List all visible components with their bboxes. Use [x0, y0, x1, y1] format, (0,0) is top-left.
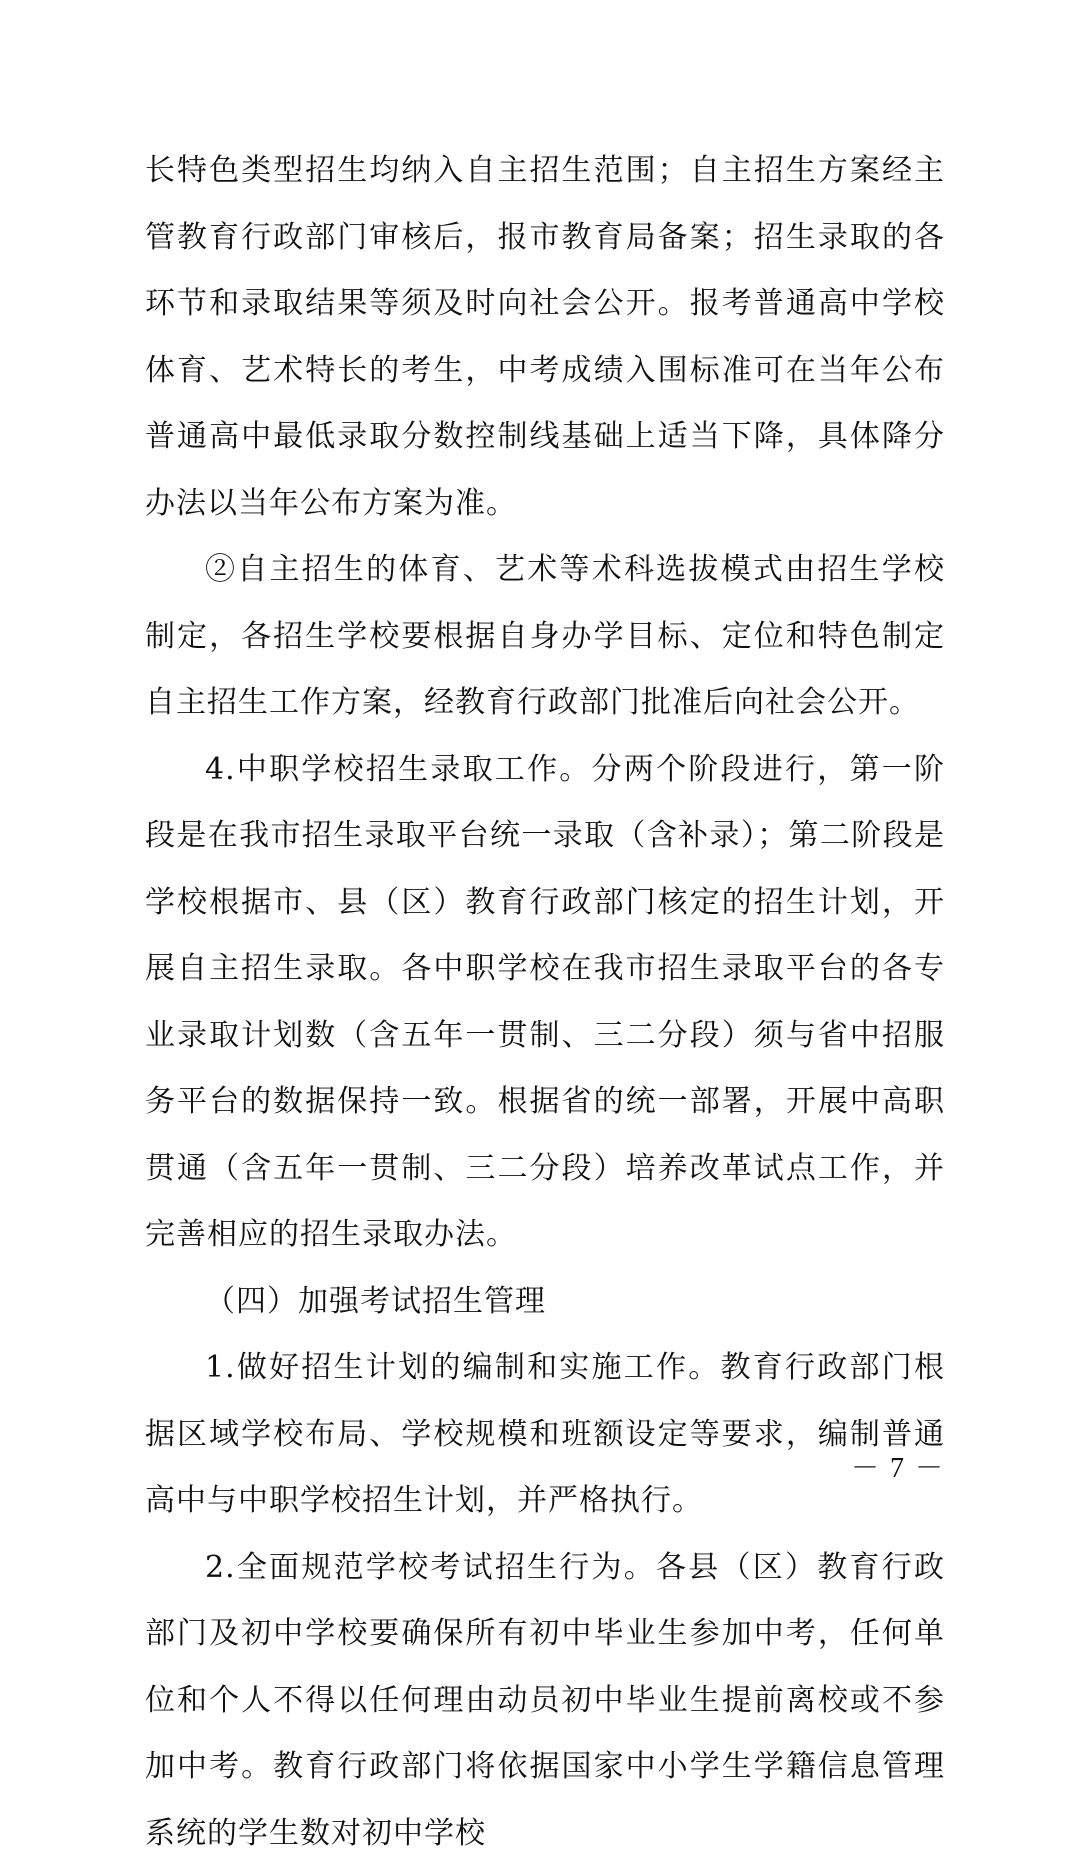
paragraph-continuation: 长特色类型招生均纳入自主招生范围；自主招生方案经主管教育行政部门审核后，报市教育局备案；招生录取的各环节和录取结果等须及时向社会公开。报考普通高中学校体育、艺术特长的考生，中考成绩入围标准可在当年公布普通高中最低录取分数控制线基础上适当下降，具体降分办法以当年公布方案为准。 [145, 138, 945, 537]
section-heading: （四）加强考试招生管理 [145, 1269, 945, 1336]
paragraph-self-enrollment-selection: ②自主招生的体育、艺术等术科选拔模式由招生学校制定，各招生学校要根据自身办学目标、定位和特色制定自主招生工作方案，经教育行政部门批准后向社会公开。 [145, 537, 945, 737]
page-number: － 7 － [851, 1446, 945, 1486]
document-page [145, 138, 945, 1867]
paragraph-vocational-admission: 4.中职学校招生录取工作。分两个阶段进行，第一阶段是在我市招生录取平台统一录取（含补录）；第二阶段是学校根据市、县（区）教育行政部门核定的招生计划，开展自主招生录取。各中职学校在我市招生录取平台的各专业录取计划数（含五年一贯制、三二分段）须与省中招服务平台的数据保持一致。根据省的统一部署，开展中高职贯通（含五年一贯制、三二分段）培养改革试点工作，并完善相应的招生录取办法。 [145, 737, 945, 1269]
paragraph-standardize-enrollment: 2.全面规范学校考试招生行为。各县（区）教育行政部门及初中学校要确保所有初中毕业生参加中考，任何单位和个人不得以任何理由动员初中毕业生提前离校或不参加中考。教育行政部门将依据国家中小学生学籍信息管理系统的学生数对初中学校 [145, 1535, 945, 1867]
paragraph-enrollment-plan: 1.做好招生计划的编制和实施工作。教育行政部门根据区域学校布局、学校规模和班额设定等要求，编制普通高中与中职学校招生计划，并严格执行。 [145, 1335, 945, 1535]
